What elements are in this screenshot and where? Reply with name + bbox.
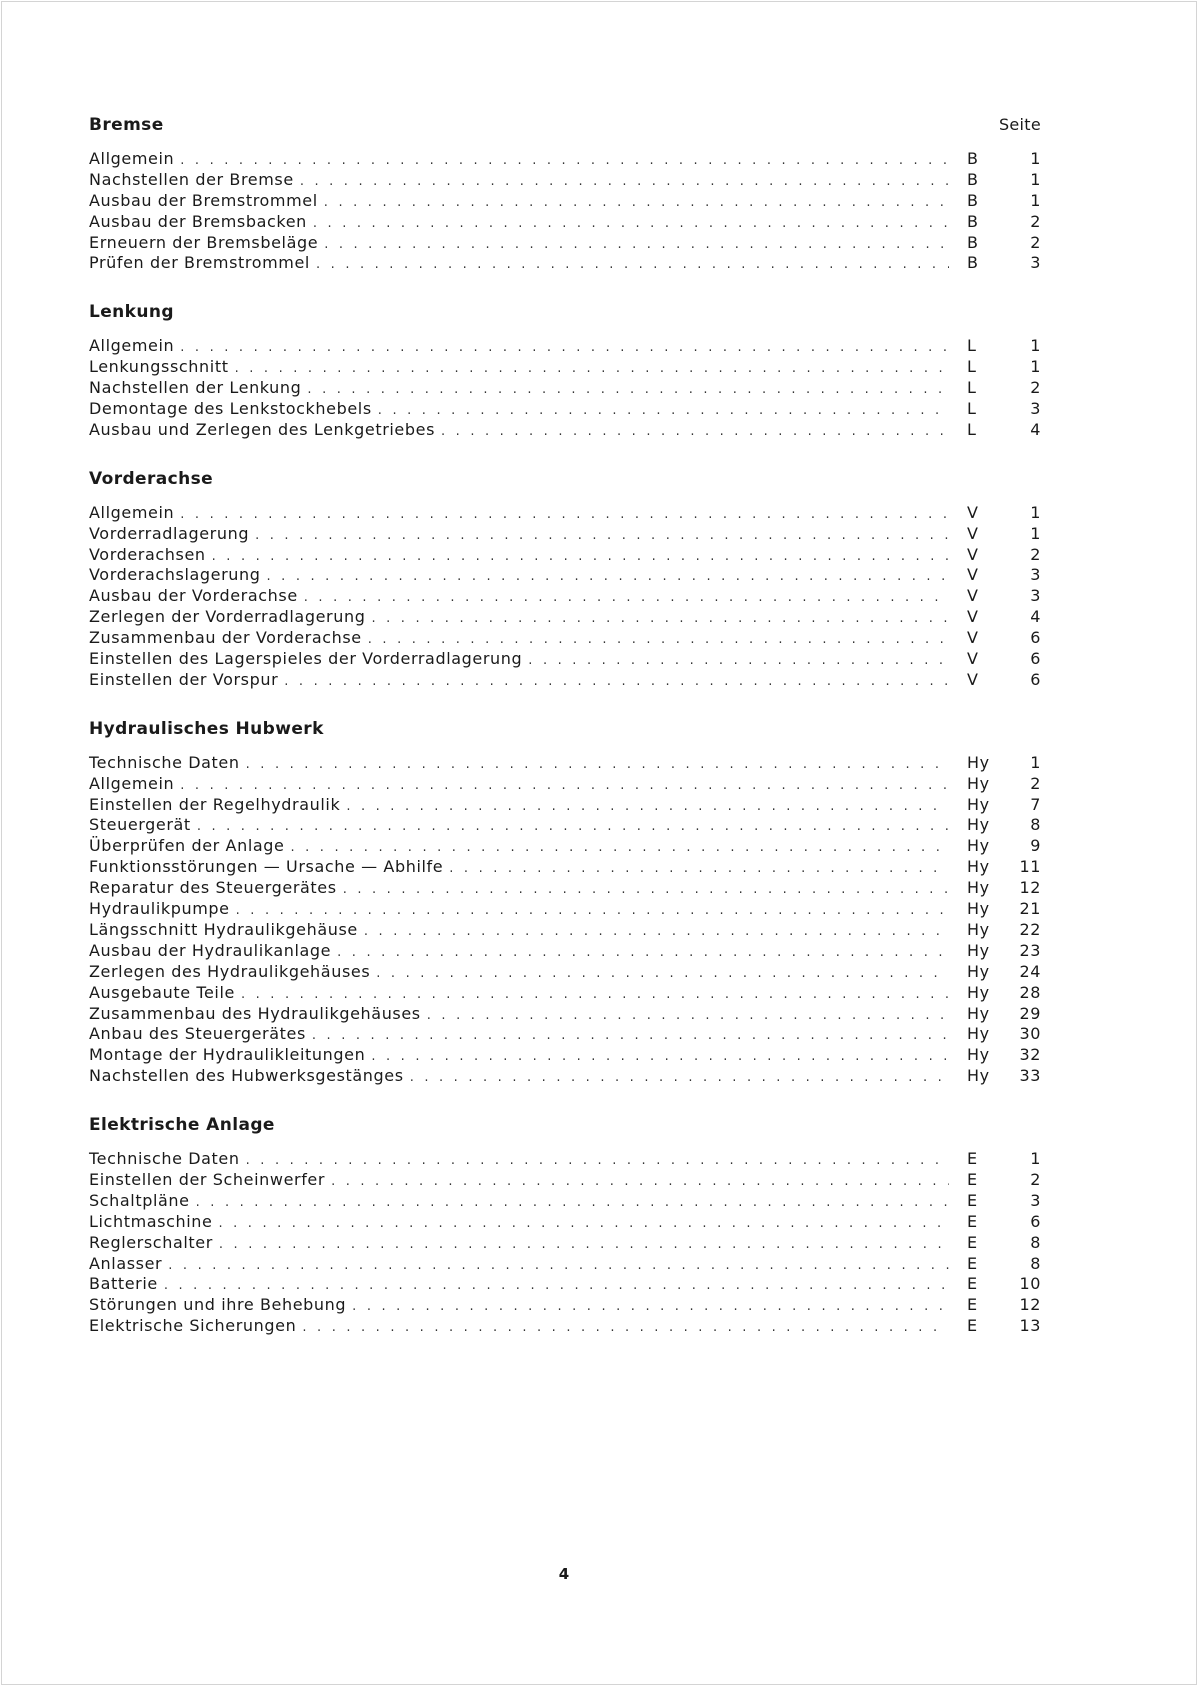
entry-title: Ausbau der Hydraulikanlage bbox=[89, 940, 332, 960]
chapter-code: E bbox=[967, 1253, 978, 1273]
entry-title: Ausbau der Bremstrommel bbox=[89, 190, 318, 210]
toc-entry bbox=[89, 545, 1041, 566]
toc-entry bbox=[89, 1212, 1041, 1233]
dot-leader bbox=[300, 172, 949, 193]
entry-title: Einstellen der Vorspur bbox=[89, 669, 279, 689]
entry-page-number: 2 bbox=[1030, 773, 1041, 793]
section-title: Vorderachse bbox=[89, 468, 214, 489]
toc-section bbox=[89, 302, 1041, 440]
entry-page-number: 13 bbox=[1019, 1316, 1041, 1336]
dot-leader bbox=[180, 151, 949, 172]
toc-entry bbox=[89, 1045, 1041, 1066]
entry-page-number: 33 bbox=[1019, 1066, 1041, 1086]
toc-entry bbox=[89, 336, 1041, 357]
section-title: Hydraulisches Hubwerk bbox=[89, 718, 324, 739]
entry-title: Ausbau der Vorderachse bbox=[89, 586, 298, 606]
entry-title: Erneuern der Bremsbeläge bbox=[89, 232, 319, 252]
entry-title: Nachstellen der Bremse bbox=[89, 169, 294, 189]
toc-section bbox=[89, 115, 1041, 274]
chapter-code: B bbox=[967, 253, 979, 273]
entry-page-number: 22 bbox=[1019, 919, 1041, 939]
entry-list bbox=[89, 336, 1041, 440]
toc-entry bbox=[89, 795, 1041, 816]
entry-page-number: 3 bbox=[1030, 586, 1041, 606]
section-header bbox=[89, 719, 1041, 753]
entry-title: Zusammenbau der Vorderachse bbox=[89, 628, 362, 648]
entry-title: Ausbau und Zerlegen des Lenkgetriebes bbox=[89, 419, 436, 439]
entry-page-number: 1 bbox=[1030, 190, 1041, 210]
dot-leader bbox=[352, 1297, 949, 1318]
dot-leader bbox=[316, 255, 949, 276]
entry-page-number: 3 bbox=[1030, 1190, 1041, 1210]
chapter-code: V bbox=[967, 544, 979, 564]
chapter-code: E bbox=[967, 1211, 978, 1231]
chapter-code: V bbox=[967, 669, 979, 689]
entry-page-number: 32 bbox=[1019, 1045, 1041, 1065]
toc-entry bbox=[89, 920, 1041, 941]
entry-title: Überprüfen der Anlage bbox=[89, 836, 285, 856]
entry-page-number: 10 bbox=[1019, 1274, 1041, 1294]
entry-title: Schaltpläne bbox=[89, 1190, 190, 1210]
toc-entry bbox=[89, 941, 1041, 962]
entry-page-number: 7 bbox=[1030, 794, 1041, 814]
page-number: 4 bbox=[558, 1565, 570, 1583]
entry-list bbox=[89, 1149, 1041, 1337]
page-column-heading: Seite bbox=[998, 115, 1041, 134]
toc-entry bbox=[89, 586, 1041, 607]
dot-leader bbox=[337, 943, 949, 964]
dot-leader bbox=[343, 880, 949, 901]
toc-entry bbox=[89, 878, 1041, 899]
section-title: Elektrische Anlage bbox=[89, 1115, 275, 1136]
entry-title: Störungen und ihre Behebung bbox=[89, 1295, 347, 1315]
entry-page-number: 8 bbox=[1030, 815, 1041, 835]
entry-page-number: 1 bbox=[1030, 336, 1041, 356]
chapter-code: Hy bbox=[967, 878, 990, 898]
entry-list bbox=[89, 149, 1041, 274]
entry-title: Vorderachslagerung bbox=[89, 565, 261, 585]
toc-section bbox=[89, 719, 1041, 1087]
dot-leader bbox=[236, 901, 949, 922]
dot-leader bbox=[324, 193, 949, 214]
entry-title: Reglerschalter bbox=[89, 1232, 213, 1252]
dot-leader bbox=[246, 755, 949, 776]
chapter-code: V bbox=[967, 523, 979, 543]
dot-leader bbox=[427, 1006, 949, 1027]
entry-page-number: 1 bbox=[1030, 502, 1041, 522]
entry-list bbox=[89, 753, 1041, 1087]
chapter-code: V bbox=[967, 628, 979, 648]
chapter-code: B bbox=[967, 190, 979, 210]
chapter-code: V bbox=[967, 649, 979, 669]
toc-entry bbox=[89, 524, 1041, 545]
entry-title: Prüfen der Bremstrommel bbox=[89, 253, 310, 273]
entry-title: Nachstellen des Hubwerksgestänges bbox=[89, 1066, 404, 1086]
entry-page-number: 1 bbox=[1030, 357, 1041, 377]
entry-page-number: 28 bbox=[1019, 982, 1041, 1002]
dot-leader bbox=[371, 1047, 949, 1068]
toc-entry bbox=[89, 378, 1041, 399]
entry-title: Ausbau der Bremsbacken bbox=[89, 211, 307, 231]
dot-leader bbox=[378, 401, 949, 422]
toc-entry bbox=[89, 399, 1041, 420]
chapter-code: L bbox=[967, 419, 977, 439]
toc-entry bbox=[89, 1191, 1041, 1212]
chapter-code: L bbox=[967, 378, 977, 398]
chapter-code: E bbox=[967, 1190, 978, 1210]
chapter-code: Hy bbox=[967, 752, 990, 772]
chapter-code: Hy bbox=[967, 857, 990, 877]
dot-leader bbox=[212, 547, 949, 568]
chapter-code: B bbox=[967, 211, 979, 231]
dot-leader bbox=[180, 776, 949, 797]
chapter-code: Hy bbox=[967, 982, 990, 1002]
toc-entry bbox=[89, 1024, 1041, 1045]
toc-entry bbox=[89, 503, 1041, 524]
dot-leader bbox=[364, 922, 949, 943]
dot-leader bbox=[346, 797, 949, 818]
chapter-code: Hy bbox=[967, 794, 990, 814]
toc-entry bbox=[89, 1004, 1041, 1025]
dot-leader bbox=[331, 1172, 949, 1193]
dot-leader bbox=[267, 567, 949, 588]
dot-leader bbox=[180, 338, 949, 359]
chapter-code: Hy bbox=[967, 1066, 990, 1086]
toc-entry bbox=[89, 212, 1041, 233]
dot-leader bbox=[164, 1276, 949, 1297]
entry-page-number: 4 bbox=[1030, 607, 1041, 627]
entry-title: Hydraulikpumpe bbox=[89, 899, 230, 919]
chapter-code: Hy bbox=[967, 940, 990, 960]
entry-page-number: 24 bbox=[1019, 961, 1041, 981]
toc-entry bbox=[89, 1316, 1041, 1337]
entry-list bbox=[89, 503, 1041, 691]
entry-page-number: 6 bbox=[1030, 1211, 1041, 1231]
entry-title: Allgemein bbox=[89, 336, 175, 356]
toc-entry bbox=[89, 565, 1041, 586]
toc-entry bbox=[89, 233, 1041, 254]
toc-entry bbox=[89, 253, 1041, 274]
entry-title: Zusammenbau des Hydraulikgehäuses bbox=[89, 1003, 421, 1023]
toc-entry bbox=[89, 1170, 1041, 1191]
entry-page-number: 1 bbox=[1030, 169, 1041, 189]
dot-leader bbox=[219, 1235, 949, 1256]
entry-title: Technische Daten bbox=[89, 752, 240, 772]
toc-entry bbox=[89, 1254, 1041, 1275]
entry-page-number: 6 bbox=[1030, 669, 1041, 689]
entry-title: Längsschnitt Hydraulikgehäuse bbox=[89, 919, 358, 939]
entry-page-number: 11 bbox=[1019, 857, 1041, 877]
table-of-contents bbox=[89, 115, 1041, 1365]
entry-title: Vorderachsen bbox=[89, 544, 206, 564]
entry-title: Vorderradlagerung bbox=[89, 523, 250, 543]
entry-page-number: 12 bbox=[1019, 1295, 1041, 1315]
chapter-code: Hy bbox=[967, 919, 990, 939]
dot-leader bbox=[197, 817, 949, 838]
toc-entry bbox=[89, 1295, 1041, 1316]
dot-leader bbox=[255, 526, 949, 547]
entry-title: Steuergerät bbox=[89, 815, 191, 835]
dot-leader bbox=[376, 964, 949, 985]
toc-entry bbox=[89, 815, 1041, 836]
toc-entry bbox=[89, 1274, 1041, 1295]
entry-title: Einstellen der Scheinwerfer bbox=[89, 1169, 326, 1189]
entry-title: Demontage des Lenkstockhebels bbox=[89, 399, 372, 419]
entry-page-number: 2 bbox=[1030, 232, 1041, 252]
dot-leader bbox=[371, 609, 949, 630]
entry-title: Einstellen des Lagerspieles der Vorderradlagerung bbox=[89, 649, 523, 669]
dot-leader bbox=[449, 859, 949, 880]
chapter-code: Hy bbox=[967, 836, 990, 856]
chapter-code: Hy bbox=[967, 961, 990, 981]
chapter-code: E bbox=[967, 1295, 978, 1315]
toc-entry bbox=[89, 670, 1041, 691]
entry-title: Batterie bbox=[89, 1274, 158, 1294]
dot-leader bbox=[235, 359, 949, 380]
chapter-code: L bbox=[967, 336, 977, 356]
chapter-code: V bbox=[967, 607, 979, 627]
toc-entry bbox=[89, 836, 1041, 857]
toc-entry bbox=[89, 899, 1041, 920]
toc-entry bbox=[89, 170, 1041, 191]
entry-page-number: 12 bbox=[1019, 878, 1041, 898]
chapter-code: B bbox=[967, 149, 979, 168]
toc-entry bbox=[89, 649, 1041, 670]
dot-leader bbox=[324, 235, 949, 256]
dot-leader bbox=[307, 380, 949, 401]
dot-leader bbox=[368, 630, 949, 651]
toc-entry bbox=[89, 357, 1041, 378]
entry-page-number: 9 bbox=[1030, 836, 1041, 856]
entry-page-number: 3 bbox=[1030, 253, 1041, 273]
chapter-code: V bbox=[967, 502, 979, 522]
dot-leader bbox=[196, 1193, 949, 1214]
entry-title: Allgemein bbox=[89, 502, 175, 522]
section-title: Lenkung bbox=[89, 302, 174, 323]
dot-leader bbox=[218, 1214, 949, 1235]
chapter-code: Hy bbox=[967, 1003, 990, 1023]
chapter-code: V bbox=[967, 586, 979, 606]
section-header bbox=[89, 115, 1041, 149]
entry-page-number: 6 bbox=[1030, 649, 1041, 669]
entry-page-number: 1 bbox=[1030, 149, 1041, 168]
entry-page-number: 6 bbox=[1030, 628, 1041, 648]
chapter-code: E bbox=[967, 1169, 978, 1189]
chapter-code: B bbox=[967, 232, 979, 252]
dot-leader bbox=[168, 1256, 949, 1277]
entry-page-number: 1 bbox=[1030, 752, 1041, 772]
entry-title: Einstellen der Regelhydraulik bbox=[89, 794, 341, 814]
dot-leader bbox=[241, 985, 949, 1006]
entry-title: Ausgebaute Teile bbox=[89, 982, 235, 1002]
chapter-code: E bbox=[967, 1274, 978, 1294]
chapter-code: V bbox=[967, 565, 979, 585]
entry-title: Elektrische Sicherungen bbox=[89, 1316, 297, 1336]
toc-entry bbox=[89, 1149, 1041, 1170]
toc-section bbox=[89, 469, 1041, 691]
chapter-code: L bbox=[967, 399, 977, 419]
toc-entry bbox=[89, 857, 1041, 878]
entry-page-number: 2 bbox=[1030, 211, 1041, 231]
toc-entry bbox=[89, 191, 1041, 212]
entry-page-number: 2 bbox=[1030, 1169, 1041, 1189]
dot-leader bbox=[246, 1151, 949, 1172]
dot-leader bbox=[284, 672, 949, 693]
toc-entry bbox=[89, 962, 1041, 983]
entry-title: Reparatur des Steuergerätes bbox=[89, 878, 337, 898]
toc-entry bbox=[89, 149, 1041, 170]
dot-leader bbox=[410, 1068, 949, 1089]
entry-title: Zerlegen der Vorderradlagerung bbox=[89, 607, 366, 627]
toc-entry bbox=[89, 607, 1041, 628]
chapter-code: L bbox=[967, 357, 977, 377]
toc-entry bbox=[89, 1066, 1041, 1087]
chapter-code: Hy bbox=[967, 1045, 990, 1065]
chapter-code: E bbox=[967, 1232, 978, 1252]
entry-page-number: 8 bbox=[1030, 1253, 1041, 1273]
entry-page-number: 30 bbox=[1019, 1024, 1041, 1044]
chapter-code: Hy bbox=[967, 1024, 990, 1044]
dot-leader bbox=[312, 1026, 949, 1047]
toc-entry bbox=[89, 983, 1041, 1004]
entry-page-number: 3 bbox=[1030, 565, 1041, 585]
entry-page-number: 29 bbox=[1019, 1003, 1041, 1023]
dot-leader bbox=[528, 651, 949, 672]
toc-section bbox=[89, 1115, 1041, 1337]
entry-title: Anbau des Steuergerätes bbox=[89, 1024, 306, 1044]
toc-entry bbox=[89, 774, 1041, 795]
dot-leader bbox=[313, 214, 949, 235]
dot-leader bbox=[304, 588, 949, 609]
entry-page-number: 3 bbox=[1030, 399, 1041, 419]
dot-leader bbox=[180, 505, 949, 526]
chapter-code: E bbox=[967, 1316, 978, 1336]
chapter-code: Hy bbox=[967, 773, 990, 793]
chapter-code: Hy bbox=[967, 899, 990, 919]
entry-page-number: 2 bbox=[1030, 378, 1041, 398]
section-header bbox=[89, 302, 1041, 336]
toc-entry bbox=[89, 420, 1041, 441]
dot-leader bbox=[290, 838, 949, 859]
entry-page-number: 1 bbox=[1030, 1149, 1041, 1169]
dot-leader bbox=[302, 1318, 949, 1339]
entry-title: Lenkungsschnitt bbox=[89, 357, 229, 377]
section-title: Bremse bbox=[89, 115, 164, 135]
entry-page-number: 8 bbox=[1030, 1232, 1041, 1252]
entry-page-number: 1 bbox=[1030, 523, 1041, 543]
chapter-code: Hy bbox=[967, 815, 990, 835]
dot-leader bbox=[441, 422, 949, 443]
section-header bbox=[89, 1115, 1041, 1149]
toc-entry bbox=[89, 628, 1041, 649]
toc-entry bbox=[89, 753, 1041, 774]
chapter-code: E bbox=[967, 1149, 978, 1169]
entry-title: Lichtmaschine bbox=[89, 1211, 213, 1231]
entry-page-number: 23 bbox=[1019, 940, 1041, 960]
entry-title: Allgemein bbox=[89, 773, 175, 793]
entry-title: Funktionsstörungen — Ursache — Abhilfe bbox=[89, 857, 444, 877]
chapter-code: B bbox=[967, 169, 979, 189]
entry-title: Nachstellen der Lenkung bbox=[89, 378, 302, 398]
toc-entry bbox=[89, 1233, 1041, 1254]
entry-title: Allgemein bbox=[89, 149, 175, 168]
entry-title: Zerlegen des Hydraulikgehäuses bbox=[89, 961, 371, 981]
entry-page-number: 2 bbox=[1030, 544, 1041, 564]
section-header bbox=[89, 469, 1041, 503]
entry-title: Anlasser bbox=[89, 1253, 163, 1273]
entry-title: Montage der Hydraulikleitungen bbox=[89, 1045, 366, 1065]
entry-title: Technische Daten bbox=[89, 1149, 240, 1169]
entry-page-number: 4 bbox=[1030, 419, 1041, 439]
entry-page-number: 21 bbox=[1019, 899, 1041, 919]
